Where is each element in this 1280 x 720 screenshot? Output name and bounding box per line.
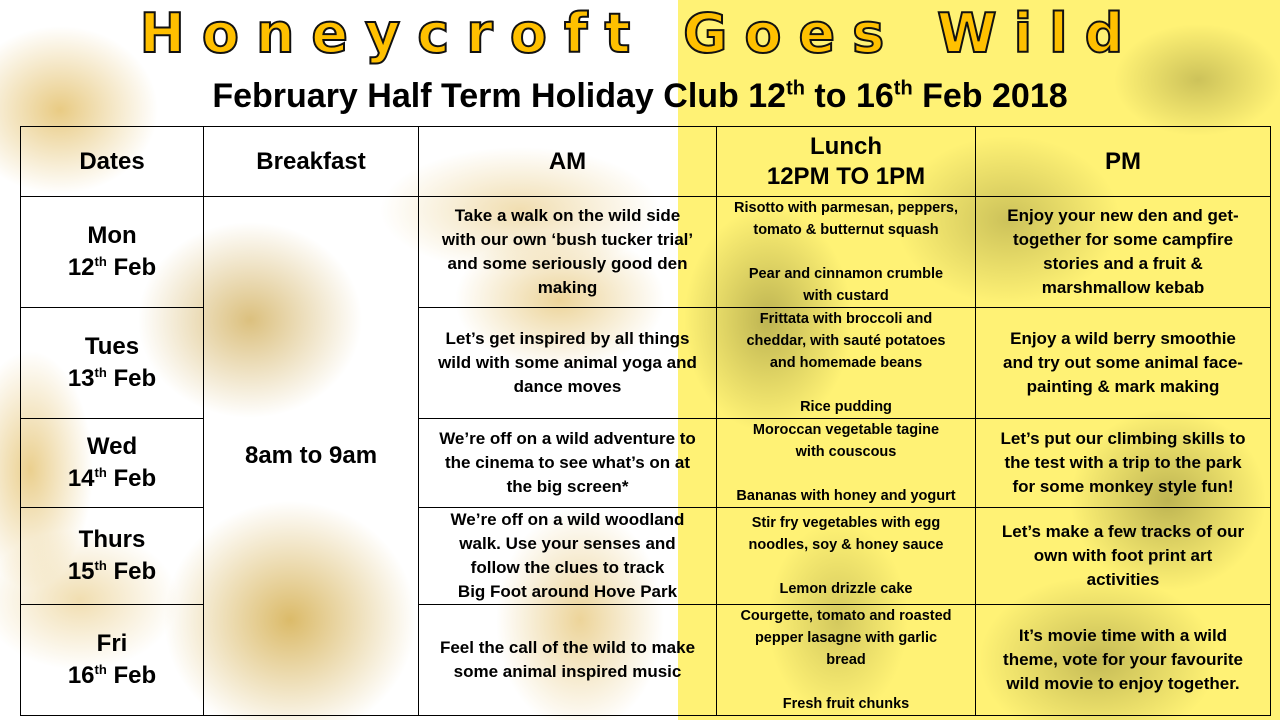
subtitle-sup1: th [786,77,805,100]
lunch-main-line: and homemade beans [769,355,923,371]
am-activity [419,419,717,508]
lunch-menu [717,605,976,716]
header-dates: Dates [21,127,204,197]
am-activity-line: wild with some animal yoga and [438,353,697,372]
day-date-date-sup: th [94,662,107,677]
lunch-dessert-line: Pear and cinnamon crumble [748,266,944,282]
day-date [25,660,199,692]
day-date-date-num: 14 [67,465,95,492]
subtitle-part2: to 16 [804,77,894,115]
day-name: Wed [86,433,138,460]
pm-activity [976,508,1271,605]
pm-activity [976,197,1271,308]
pm-activity-line: It’s movie time with a wild [1018,626,1228,645]
subtitle-part1: February Half Term Holiday Club 12 [212,77,787,115]
day-date [25,252,199,284]
lunch-dessert-line: Fresh fruit chunks [782,696,910,712]
lunch-dessert-line: Lemon drizzle cake [779,581,913,597]
day-name: Tues [84,333,140,360]
pm-activity [976,419,1271,508]
pm-activity-line: marshmallow kebab [1041,278,1205,297]
day-name: Mon [87,222,137,249]
day-date-date-num: 13 [67,365,95,392]
lunch-menu [717,197,976,308]
day-date-date-num: 15 [67,558,95,585]
lunch-main-line: Stir fry vegetables with egg [751,515,941,531]
day-date-date-sup: th [94,465,107,480]
lunch-spacer [721,463,971,485]
lunch-menu [717,308,976,419]
pm-activity-line: the test with a trip to the park [1004,453,1242,472]
lunch-main-line: with couscous [795,444,897,460]
lunch-main-line: cheddar, with sauté potatoes [746,333,946,349]
lunch-menu [717,508,976,605]
day-date-date-month: Feb [106,365,157,392]
subtitle-sup2: th [893,77,913,100]
lunch-main-line: noodles, soy & honey sauce [748,537,944,553]
lunch-menu [717,419,976,508]
lunch-spacer [721,241,971,263]
am-activity-line: Big Foot around Hove Park [457,582,678,601]
pm-activity-line: for some monkey style fun! [1012,477,1234,496]
day-date [25,463,199,495]
lunch-dessert-line: Bananas with honey and yogurt [736,488,956,504]
am-activity-line: Let’s get inspired by all things [445,329,690,348]
am-activity-line: Take a walk on the wild side [454,206,681,225]
schedule-table [20,126,1271,716]
am-activity [419,605,717,716]
lunch-dessert-line: with custard [803,288,889,304]
pm-activity-line: activities [1086,570,1160,589]
day-name: Thurs [78,526,146,553]
lunch-spacer [721,671,971,693]
lunch-main-line: pepper lasagne with garlic [754,630,938,646]
header-lunch [717,127,976,197]
am-activity-line: follow the clues to track [470,558,665,577]
day-date-date-sup: th [94,254,107,269]
day-date-date-month: Feb [106,558,157,585]
day-date [25,363,199,395]
pm-activity-line: together for some campfire [1012,230,1234,249]
am-activity-line: walk. Use your senses and [459,534,676,553]
day-cell [21,508,204,605]
header-pm: PM [976,127,1271,197]
am-activity [419,197,717,308]
pm-activity-line: Let’s put our climbing skills to [1000,429,1246,448]
pm-activity-line: wild movie to enjoy together. [1006,674,1240,693]
header-breakfast: Breakfast [204,127,419,197]
am-activity-line: dance moves [513,377,622,396]
am-activity-line: the big screen* [506,477,629,496]
page-subtitle [0,74,1280,118]
page-title: Honeycroft Goes Wild [139,2,1141,65]
lunch-main-line: Frittata with broccoli and [759,311,933,327]
am-activity [419,508,717,605]
lunch-dessert-line: Rice pudding [800,399,892,415]
am-activity-line: and some seriously good den [447,254,688,273]
day-cell [21,308,204,419]
am-activity-line: Feel the call of the wild to make [439,638,696,657]
am-activity-line: the cinema to see what’s on at [445,453,690,472]
pm-activity-line: painting & mark making [1026,377,1220,396]
pm-activity-line: and try out some animal face- [1003,353,1243,372]
day-date-date-num: 16 [67,662,95,689]
header-lunch-time: 12PM TO 1PM [766,162,926,190]
day-date-date-sup: th [94,558,107,573]
pm-activity-line: own with foot print art [1033,546,1213,565]
am-activity-line: We’re off on a wild woodland [450,510,685,529]
day-date-date-sup: th [94,365,107,380]
day-date-date-month: Feb [106,465,157,492]
pm-activity [976,308,1271,419]
day-date [25,556,199,588]
lunch-main-line: Courgette, tomato and roasted [740,608,952,624]
subtitle-part3: Feb 2018 [912,77,1068,115]
day-name: Fri [96,630,128,657]
breakfast-time: 8am to 9am [204,197,419,716]
header-lunch-label: Lunch [810,132,882,160]
day-cell [21,605,204,716]
lunch-main-line: bread [826,652,866,668]
header-am: AM [419,127,717,197]
pm-activity [976,605,1271,716]
lunch-main-line: Moroccan vegetable tagine [752,422,940,438]
day-date-date-num: 12 [67,254,95,281]
lunch-main-line: Risotto with parmesan, peppers, [734,200,958,216]
am-activity-line: making [537,278,598,297]
pm-activity-line: Let’s make a few tracks of our [1001,522,1245,541]
pm-activity-line: Enjoy your new den and get- [1007,206,1239,225]
am-activity-line: We’re off on a wild adventure to [439,429,696,448]
day-date-date-month: Feb [106,662,157,689]
day-cell [21,419,204,508]
lunch-spacer [721,556,971,578]
am-activity-line: with our own ‘bush tucker trial’ [441,230,694,249]
pm-activity-line: stories and a fruit & [1043,254,1203,273]
pm-activity-line: theme, vote for your favourite [1003,650,1243,669]
am-activity [419,308,717,419]
table-row [21,197,1271,308]
day-date-date-month: Feb [106,254,157,281]
am-activity-line: some animal inspired music [453,662,682,681]
lunch-main-line: tomato & butternut squash [753,222,939,238]
pm-activity-line: Enjoy a wild berry smoothie [1010,329,1236,348]
day-cell [21,197,204,308]
header-row [21,127,1271,197]
lunch-spacer [721,374,971,396]
